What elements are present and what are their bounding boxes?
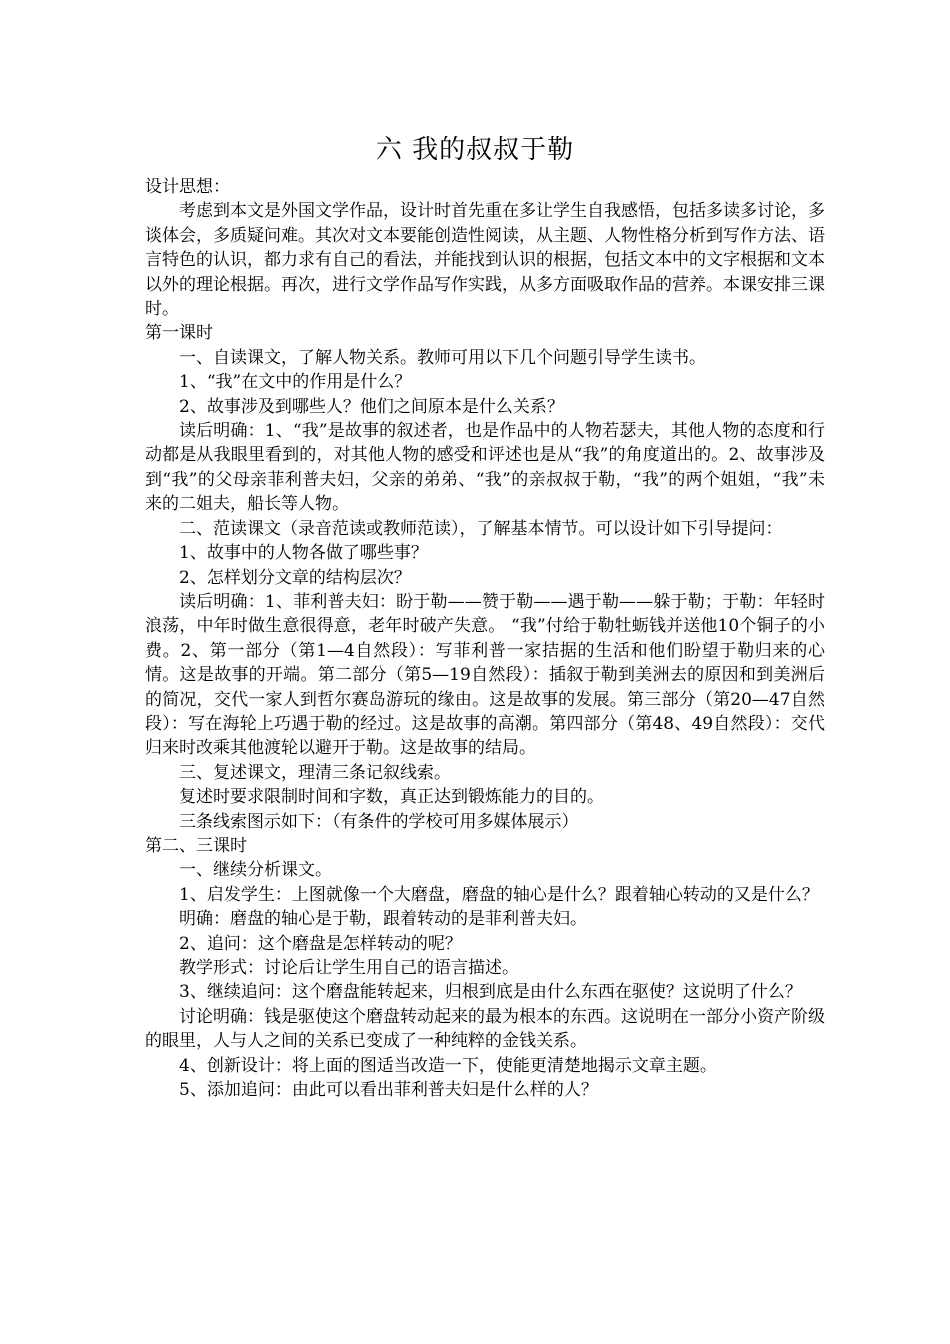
section-heading: 第二、三课时 xyxy=(145,835,247,856)
body-paragraph: 2、追问：这个磨盘是怎样转动的呢？ xyxy=(179,933,462,954)
body-paragraph: 4、创新设计：将上面的图适当改造一下，使能更清楚地揭示文章主题。 xyxy=(179,1055,717,1076)
body-paragraph: 一、继续分析课文。 xyxy=(179,860,332,881)
body-paragraph: 2、故事涉及到哪些人？他们之间原本是什么关系？ xyxy=(179,396,564,417)
section-heading: 设计思想： xyxy=(145,177,230,197)
body-paragraph: 复述时要求限制时间和字数，真正达到锻炼能力的目的。 xyxy=(179,787,604,808)
body-paragraph: 5、添加追问：由此可以看出菲利普夫妇是什么样的人？ xyxy=(179,1080,598,1101)
body-paragraph: 讨论明确：钱是驱使这个磨盘转动起来的最为根本的东西。这说明在一部分小资产阶级的眼里，人与人之间的关系已变成了一种纯粹的金钱关系。 xyxy=(145,1006,825,1052)
body-paragraph: 3、继续追问：这个磨盘能转起来，归根到底是由什么东西在驱使？这说明了什么？ xyxy=(179,982,802,1003)
body-paragraph: 明确：磨盘的轴心是于勒，跟着转动的是菲利普夫妇。 xyxy=(179,909,587,930)
body-paragraph: 考虑到本文是外国文学作品，设计时首先重在多让学生自我感悟，包括多读多讨论，多谈体会，多质疑问难。其次对文本要能创造性阅读，从主题、人物性格分析到写作方法、语言特色的认识，都力求有自己的看法，并能找到认识的根据，包括文本中的文字根据和文本以外的理论根据。再次，进行文学作品写作实践，从多方面吸取作品的营养。本课安排三课时。 xyxy=(145,201,825,320)
body-paragraph: 2、怎样划分文章的结构层次？ xyxy=(179,567,411,588)
body-paragraph: 一、自读课文，了解人物关系。教师可用以下几个问题引导学生读书。 xyxy=(179,347,706,368)
page-title: 六 我的叔叔于勒 xyxy=(375,135,575,165)
body-paragraph: 1、故事中的人物各做了哪些事？ xyxy=(179,543,428,564)
body-paragraph: 教学形式：讨论后让学生用自己的语言描述。 xyxy=(179,958,519,978)
document-body xyxy=(145,175,825,1102)
body-paragraph: 读后明确：1、菲利普夫妇：盼于勒——赞于勒——遇于勒——躲于勒；于勒：年轻时浪荡，中年时做生意很得意，老年时破产失意。 “我”付给于勒牡蛎钱并送他10个铜子的小费。2、第一部分（第1—4自然段）：写菲利普一家拮据的生活和他们盼望于勒归来的心情。这是故事的开端。第二部分（第5—19自然段）：插叙于勒到美洲去的原因和到美洲后的简况，交代一家人到哲尔赛岛游玩的缘由。这是故事的发展。第三部分（第20—47自然段）：写在海轮上巧遇于勒的经过。这是故事的高潮。第四部分（第48、49自然段）：交代归来时改乘其他渡轮以避开于勒。这是故事的结局。 xyxy=(145,591,825,759)
body-paragraph: 三、复述课文，理清三条记叙线索。 xyxy=(179,762,451,783)
body-paragraph: 1、启发学生：上图就像一个大磨盘，磨盘的轴心是什么？跟着轴心转动的又是什么？ xyxy=(179,884,819,905)
body-paragraph: 三条线索图示如下：（有条件的学校可用多媒体展示） xyxy=(179,811,579,832)
body-paragraph: 二、范读课文（录音范读或教师范读），了解基本情节。可以设计如下引导提问： xyxy=(179,518,783,539)
body-paragraph: 读后明确：1、“我”是故事的叙述者，也是作品中的人物若瑟夫，其他人物的态度和行动都是从我眼里看到的，对其他人物的感受和评述也是从“我”的角度道出的。2、故事涉及到“我”的父母亲菲利普夫妇，父亲的弟弟、“我”的亲叔叔于勒，“我”的两个姐姐，“我”未来的二姐夫，船长等人物。 xyxy=(145,421,825,515)
body-paragraph: 1、“我”在文中的作用是什么？ xyxy=(179,372,412,393)
section-heading: 第一课时 xyxy=(145,323,213,344)
